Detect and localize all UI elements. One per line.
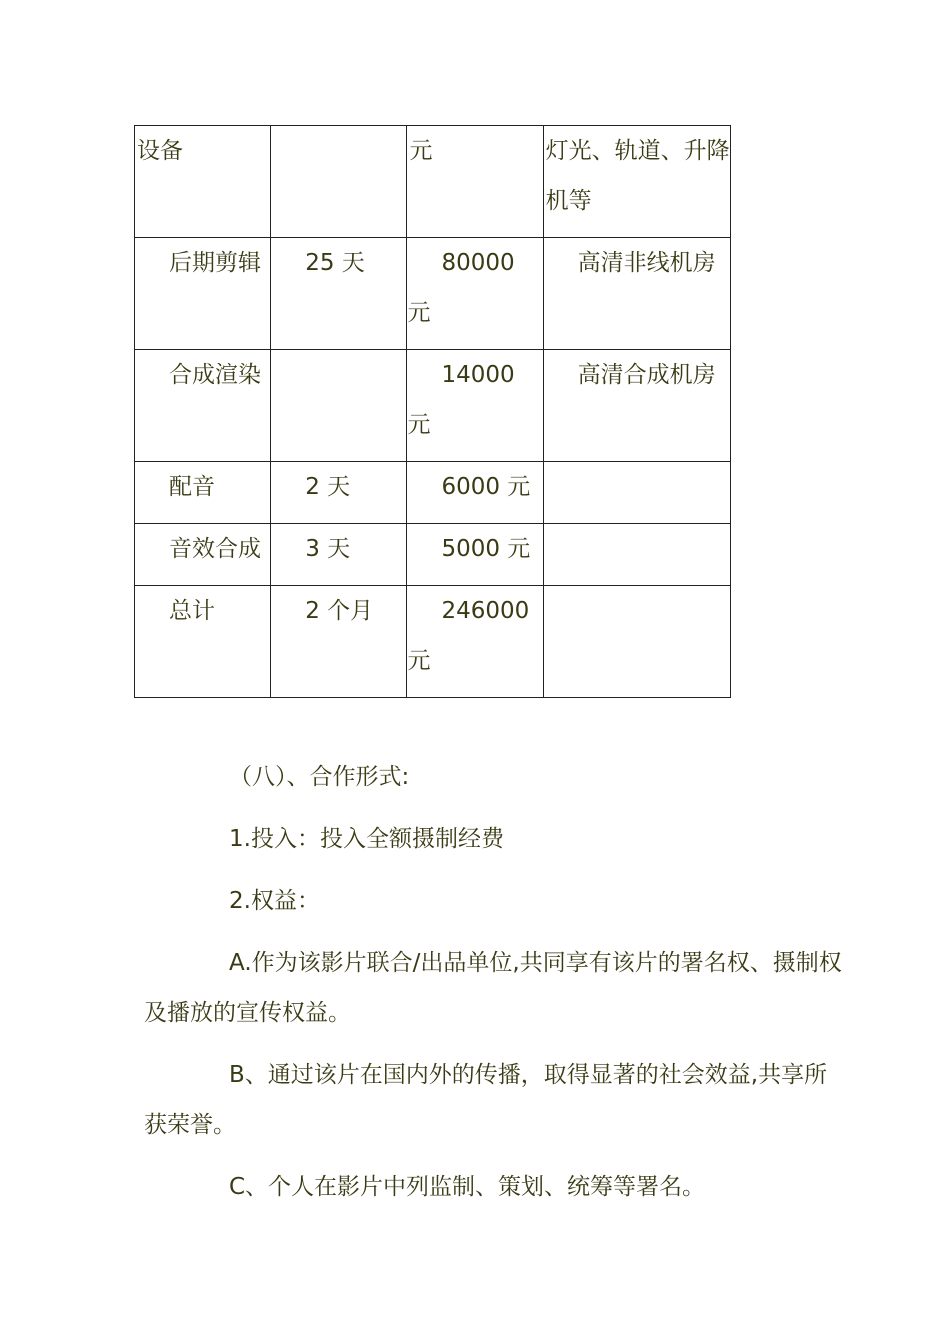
cell-item: 合成渲染 — [135, 350, 271, 462]
cell-note — [543, 462, 730, 524]
cell-duration: 3 天 — [271, 524, 407, 586]
cell-item: 总计 — [135, 586, 271, 698]
cell-cost — [407, 238, 543, 350]
table-row — [135, 126, 731, 238]
cell-duration — [271, 350, 407, 462]
cell-cost: 5000 元 — [407, 524, 543, 586]
cell-cost: 6000 元 — [407, 462, 543, 524]
cell-cost — [407, 586, 543, 698]
paragraph-b: B、通过该片在国内外的传播，取得显著的社会效益,共享所获荣誉。 — [144, 1062, 828, 1138]
cell-note: 灯光、轨道、升降机等 — [543, 126, 730, 238]
paragraph-a: A.作为该影片联合/出品单位,共同享有该片的署名权、摄制权及播放的宣传权益。 — [144, 950, 842, 1026]
cost-text: 80000 元 — [407, 250, 515, 326]
table-row — [135, 350, 731, 462]
cost-text: 14000 元 — [407, 362, 515, 438]
cell-duration — [271, 126, 407, 238]
paragraph-investment: 1.投入：投入全额摄制经费 — [229, 826, 504, 852]
cell-item: 音效合成 — [135, 524, 271, 586]
cell-cost: 元 — [407, 126, 543, 238]
cell-note: 高清合成机房 — [543, 350, 730, 462]
cell-item: 设备 — [135, 126, 271, 238]
paragraph-rights: 2.权益： — [229, 888, 320, 914]
cell-duration: 2 天 — [271, 462, 407, 524]
cell-note — [543, 524, 730, 586]
table-row — [135, 462, 731, 524]
cell-item: 后期剪辑 — [135, 238, 271, 350]
budget-table — [134, 125, 731, 698]
section-heading: （八）、合作形式: — [229, 764, 410, 790]
cell-item: 配音 — [135, 462, 271, 524]
cost-text: 246000 元 — [407, 598, 530, 674]
cell-duration: 25 天 — [271, 238, 407, 350]
cell-note — [543, 586, 730, 698]
table-row — [135, 586, 731, 698]
table-row — [135, 524, 731, 586]
cell-duration: 2 个月 — [271, 586, 407, 698]
paragraph-c: C、个人在影片中列监制、策划、统筹等署名。 — [229, 1174, 706, 1200]
cell-cost — [407, 350, 543, 462]
table-row — [135, 238, 731, 350]
cell-note: 高清非线机房 — [543, 238, 730, 350]
